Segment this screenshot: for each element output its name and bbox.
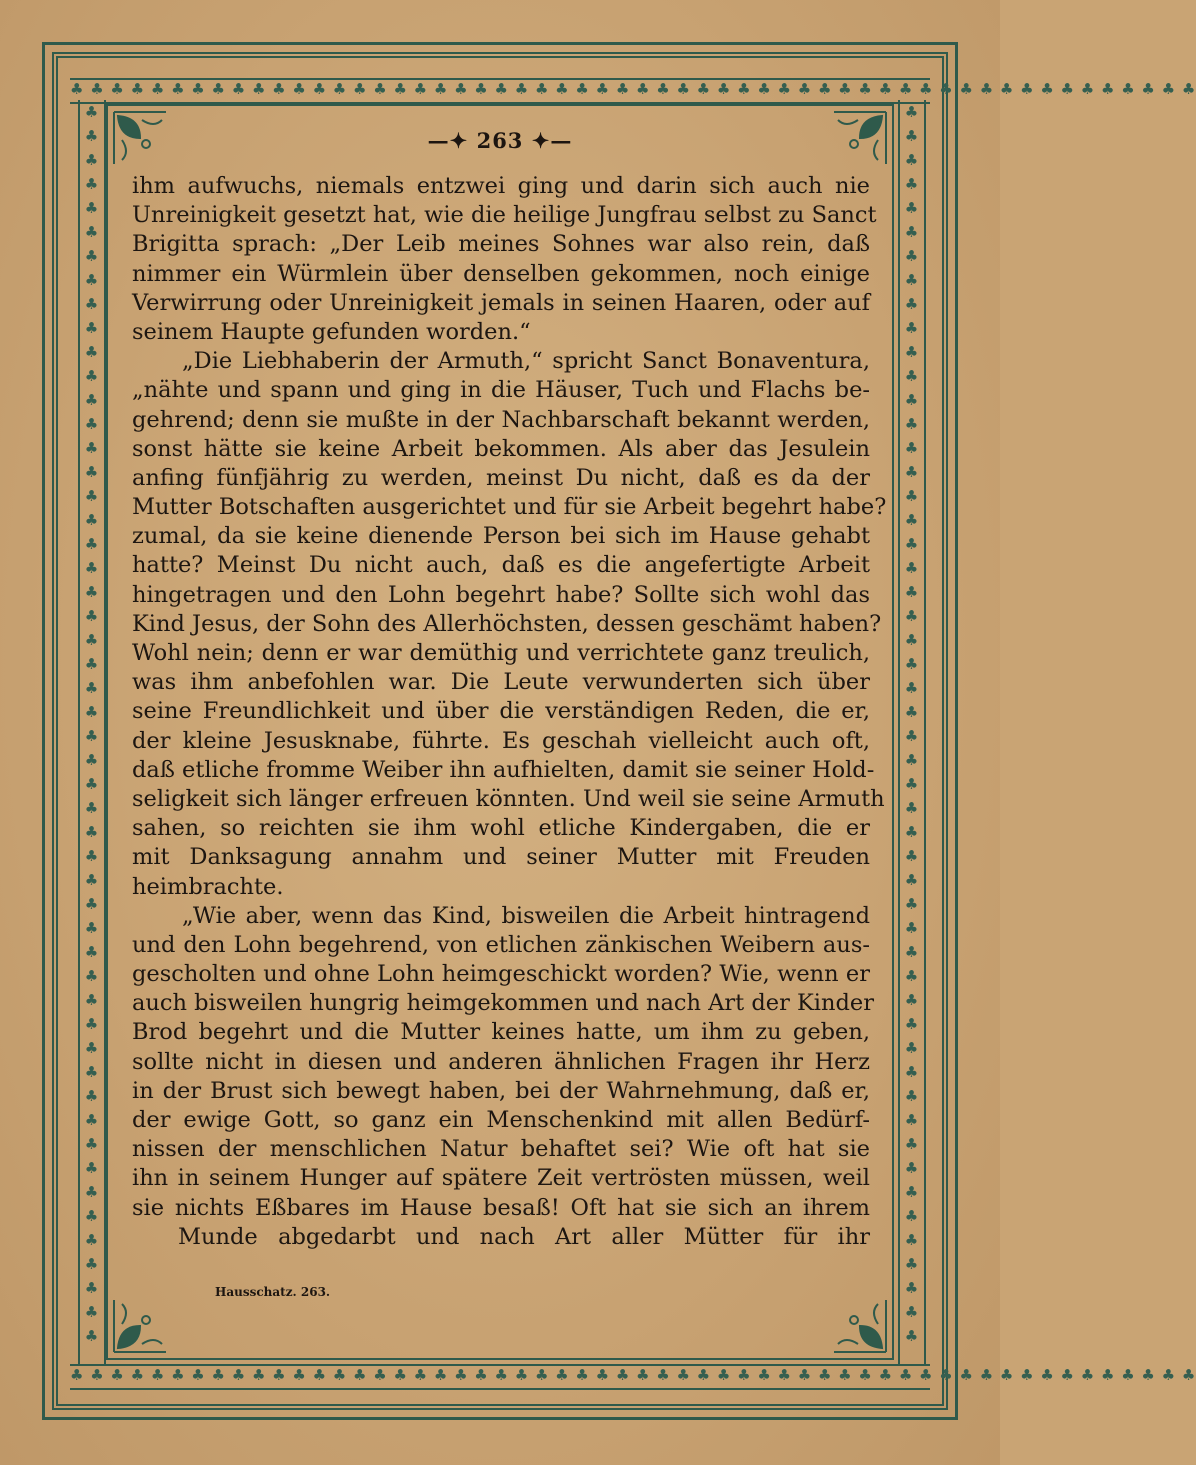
- text-line: ihn in seinem Hunger auf spätere Zeit vertrösten müssen, weil: [132, 1165, 870, 1192]
- ornament-chain-top: ♣ ♣ ♣ ♣ ♣ ♣ ♣ ♣ ♣ ♣ ♣ ♣ ♣ ♣ ♣ ♣ ♣ ♣ ♣ ♣ ♣ ♣ ♣ ♣ ♣ ♣ ♣ ♣ ♣ ♣ ♣ ♣ ♣ ♣ ♣ ♣ ♣ ♣ ♣ ♣ ♣ ♣ ♣ ♣ ♣ ♣ ♣ ♣ ♣ ♣ ♣ ♣ ♣ ♣ ♣ ♣: [70, 78, 930, 104]
- text-line: sahen, so reichten sie ihm wohl etliche Kindergaben, die er: [132, 815, 870, 842]
- text-line: seligkeit sich länger erfreuen könnten. Und weil sie seine Armuth: [132, 785, 885, 812]
- dash-ornament: —✦: [427, 128, 477, 153]
- text-line: zumal, da sie keine dienende Person bei sich im Hause gehabt: [132, 523, 870, 550]
- text-line: sollte nicht in diesen und anderen ähnlichen Fragen ihr Herz: [132, 1048, 870, 1075]
- corner-ornament-icon: [110, 1296, 170, 1356]
- text-line: ihm aufwuchs, niemals entzwei ging und darin sich auch nie: [132, 173, 870, 199]
- text-line: Brigitta sprach: „Der Leib meines Sohnes war also rein, daß: [132, 231, 870, 258]
- text-line: Munde abgedarbt und nach Art aller Mütter für ihr: [178, 1223, 870, 1250]
- text-line: und den Lohn begehrend, von etlichen zänkischen Weibern aus-: [132, 931, 870, 958]
- text-line: Wohl nein; denn er war demüthig und verrichtete ganz treulich,: [132, 640, 870, 666]
- text-line: der ewige Gott, so ganz ein Menschenkind mit allen Bedürf-: [132, 1107, 870, 1133]
- text-line: gescholten und ohne Lohn heimgeschickt worden? Wie, wenn er: [132, 961, 870, 988]
- text-line: hatte? Meinst Du nicht auch, daß es die angefertigte Arbeit: [132, 552, 870, 579]
- text-line: seine Freundlichkeit und über die verständigen Reden, die er,: [132, 698, 870, 725]
- text-line: sonst hätte sie keine Arbeit bekommen. Als aber das Jesulein: [132, 435, 870, 462]
- text-line: in der Brust sich bewegt haben, bei der Wahrnehmung, daß er,: [132, 1077, 870, 1104]
- page-number: [0, 128, 1000, 153]
- text-line: sie nichts Eßbares im Hause besaß! Oft hat sie sich an ihrem: [132, 1194, 870, 1221]
- text-line: Mutter Botschaften ausgerichtet und für sie Arbeit begehrt habe?: [132, 494, 887, 521]
- footer-signature: Hausschatz. 263.: [215, 1285, 331, 1299]
- text-line: Unreinigkeit gesetzt hat, wie die heilige Jungfrau selbst zu Sanct: [132, 202, 877, 229]
- text-line: Brod begehrt und die Mutter keines hatte, um ihm zu geben,: [132, 1019, 870, 1046]
- text-line: „Die Liebhaberin der Armuth,“ spricht Sanct Bonaventura,: [182, 348, 870, 375]
- text-line: nissen der menschlichen Natur behaftet sei? Wie oft hat sie: [132, 1136, 870, 1163]
- text-line: „Wie aber, wenn das Kind, bisweilen die Arbeit hintragend: [182, 902, 870, 929]
- body-text: [132, 172, 887, 1252]
- page-number-value: 263: [476, 128, 524, 153]
- corner-ornament-icon: [830, 1296, 890, 1356]
- text-line: „nähte und spann und ging in die Häuser, Tuch und Flachs be-: [132, 377, 870, 404]
- text-line: Verwirrung oder Unreinigkeit jemals in seinen Haaren, oder auf: [132, 289, 870, 316]
- text-line: der kleine Jesusknabe, führte. Es geschah vielleicht auch oft,: [132, 727, 870, 754]
- text-line: mit Danksagung annahm und seiner Mutter mit Freuden: [132, 844, 870, 871]
- text-line: was ihm anbefohlen war. Die Leute verwunderten sich über: [132, 669, 870, 696]
- text-line: daß etliche fromme Weiber ihn aufhielten, damit sie seiner Hold-: [132, 756, 875, 783]
- text-line: gehrend; denn sie mußte in der Nachbarschaft bekannt werden,: [132, 406, 870, 433]
- text-line: seinem Haupte gefunden worden.“: [132, 318, 531, 345]
- text-line: heimbrachte.: [132, 873, 284, 900]
- ornament-chain-bottom: ♣ ♣ ♣ ♣ ♣ ♣ ♣ ♣ ♣ ♣ ♣ ♣ ♣ ♣ ♣ ♣ ♣ ♣ ♣ ♣ ♣ ♣ ♣ ♣ ♣ ♣ ♣ ♣ ♣ ♣ ♣ ♣ ♣ ♣ ♣ ♣ ♣ ♣ ♣ ♣ ♣ ♣ ♣ ♣ ♣ ♣ ♣ ♣ ♣ ♣ ♣ ♣ ♣ ♣ ♣ ♣: [70, 1364, 930, 1390]
- ornament-chain-left: ♣ ♣ ♣ ♣ ♣ ♣ ♣ ♣ ♣ ♣ ♣ ♣ ♣ ♣ ♣ ♣ ♣ ♣ ♣ ♣ ♣ ♣ ♣ ♣ ♣ ♣ ♣ ♣ ♣ ♣ ♣ ♣ ♣ ♣ ♣ ♣ ♣ ♣ ♣ ♣ ♣ ♣ ♣ ♣ ♣ ♣ ♣ ♣ ♣ ♣ ♣ ♣: [78, 100, 106, 1364]
- text-line: Kind Jesus, der Sohn des Allerhöchsten, dessen geschämt haben?: [132, 610, 882, 637]
- ornament-chain-right: ♣ ♣ ♣ ♣ ♣ ♣ ♣ ♣ ♣ ♣ ♣ ♣ ♣ ♣ ♣ ♣ ♣ ♣ ♣ ♣ ♣ ♣ ♣ ♣ ♣ ♣ ♣ ♣ ♣ ♣ ♣ ♣ ♣ ♣ ♣ ♣ ♣ ♣ ♣ ♣ ♣ ♣ ♣ ♣ ♣ ♣ ♣ ♣ ♣ ♣ ♣ ♣: [898, 100, 926, 1364]
- text-line: nimmer ein Würmlein über denselben gekommen, noch einige: [132, 260, 870, 287]
- text-line: hingetragen und den Lohn begehrt habe? Sollte sich wohl das: [132, 581, 870, 608]
- dash-ornament: ✦—: [523, 128, 573, 153]
- text-line: anfing fünfjährig zu werden, meinst Du nicht, daß es da der: [132, 464, 870, 491]
- text-line: auch bisweilen hungrig heimgekommen und nach Art der Kinder: [132, 990, 874, 1017]
